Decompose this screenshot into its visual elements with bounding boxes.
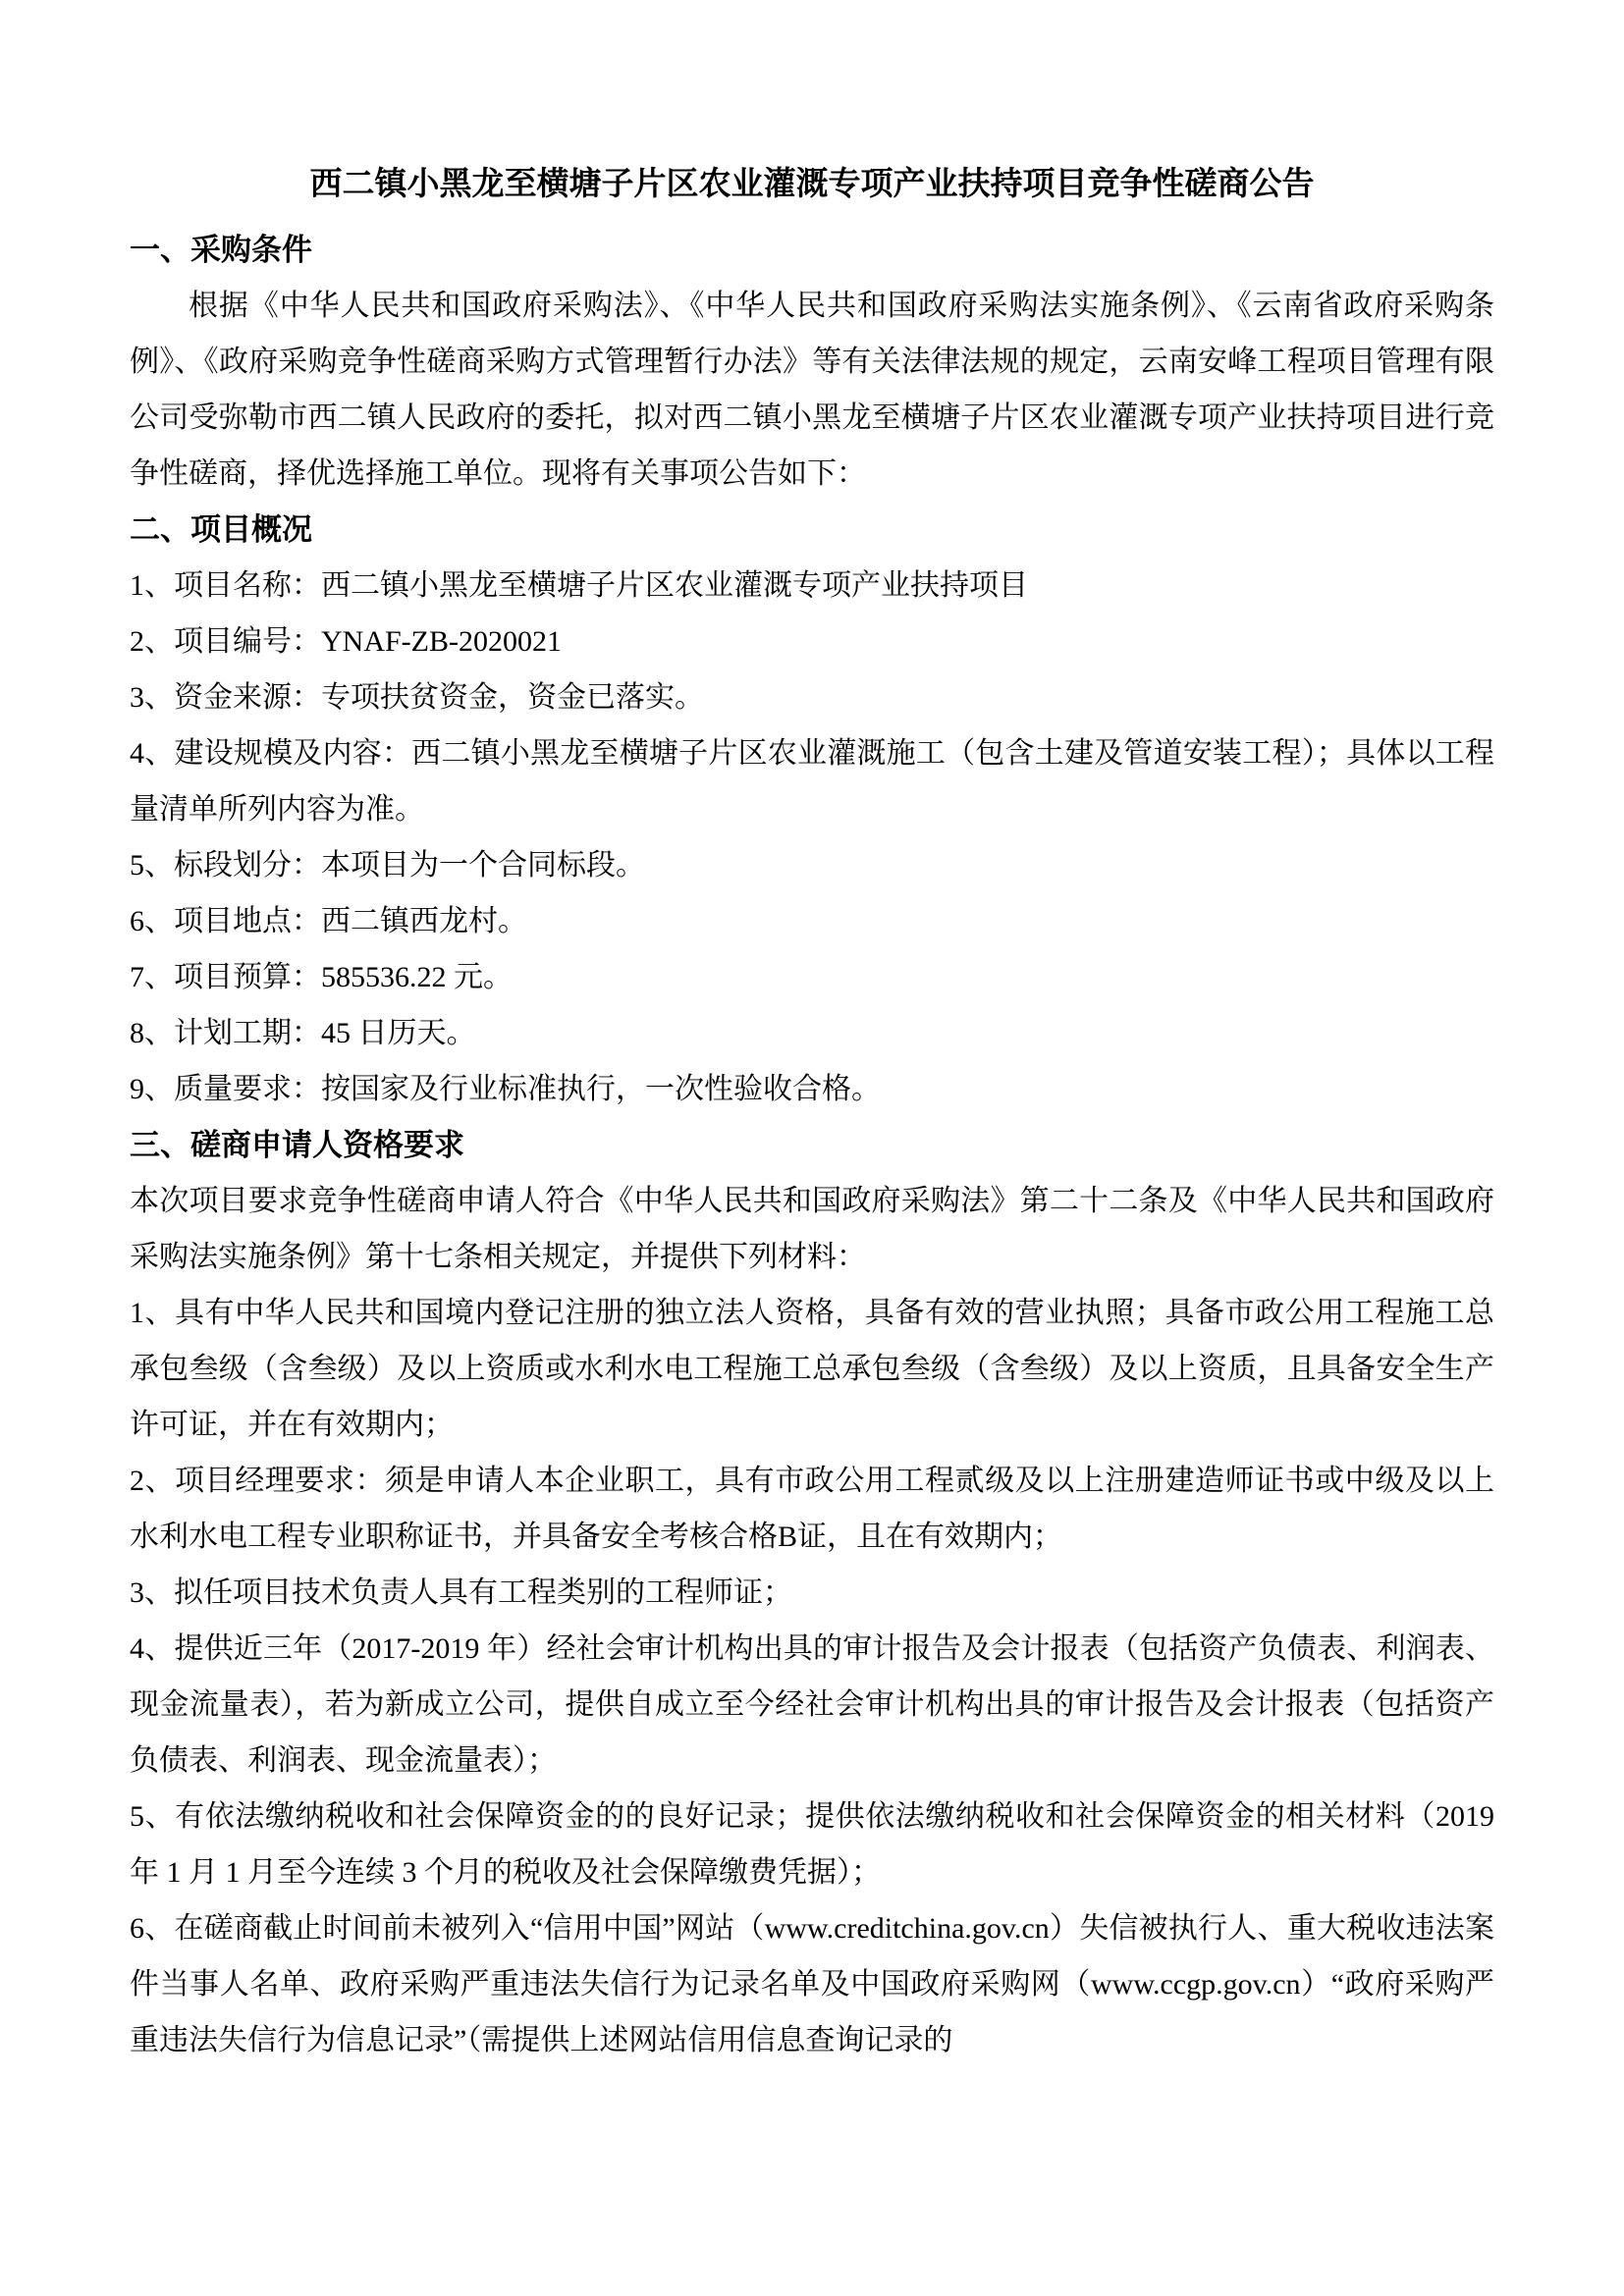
paragraph-qualification-tax-social-security: 5、有依法缴纳税收和社会保障资金的的良好记录；提供依法缴纳税收和社会保障资金的相关材料（2019 年 1 月 1 月至今连续 3 个月的税收及社会保障缴费凭据）； [130,1800,1494,1889]
paragraph-qualification-technical-lead: 3、拟任项目技术负责人具有工程类别的工程师证； [130,1576,792,1609]
paragraph-quality-requirement: 9、质量要求：按国家及行业标准执行，一次性验收合格。 [130,1073,881,1105]
paragraph-qualification-project-manager: 2、项目经理要求：须是申请人本企业职工，具有市政公用工程贰级及以上注册建造师证书或中级及以上水利水电工程专业职称证书，并具备安全考核合格B证，且在有效期内； [130,1465,1494,1553]
paragraph-project-location: 6、项目地点：西二镇西龙村。 [130,905,527,937]
paragraph-planned-duration: 8、计划工期：45 日历天。 [130,1017,476,1049]
paragraph-project-name: 1、项目名称：西二镇小黑龙至横塘子片区农业灌溉专项产业扶持项目 [130,569,1028,602]
section-heading-procurement-conditions: 一、采购条件 [130,233,312,267]
paragraph-scale-and-content: 4、建设规模及内容：西二镇小黑龙至横塘子片区农业灌溉施工（包含土建及管道安装工程）；具体以工程量清单所列内容为准。 [130,737,1494,826]
paragraph-funding-source: 3、资金来源：专项扶贫资金，资金已落实。 [130,681,704,714]
paragraph-procurement-basis: 根据《中华人民共和国政府采购法》、《中华人民共和国政府采购法实施条例》、《云南省政府采购条例》、《政府采购竞争性磋商采购方式管理暂行办法》等有关法律法规的规定，云南安峰工程项目管理有限公司受弥勒市西二镇人民政府的委托，拟对西二镇小黑龙至横塘子片区农业灌溉专项产业扶持项目进行竞争性磋商，择优选择施工单位。现将有关事项公告如下： [130,290,1494,490]
paragraph-qualification-legal-entity: 1、具有中华人民共和国境内登记注册的独立法人资格，具备有效的营业执照；具备市政公用工程施工总承包叁级（含叁级）及以上资质或水利水电工程施工总承包叁级（含叁级）及以上资质，且具备安全生产许可证，并在有效期内； [130,1297,1494,1441]
paragraph-bid-sections: 5、标段划分：本项目为一个合同标段。 [130,849,645,881]
paragraph-qualification-audit-reports: 4、提供近三年（2017-2019 年）经社会审计机构出具的审计报告及会计报表（包括资产负债表、利润表、现金流量表），若为新成立公司，提供自成立至今经社会审计机构出具的审计报告及会计报表（包括资产负债表、利润表、现金流量表）； [130,1632,1494,1777]
paragraph-project-budget: 7、项目预算：585536.22 元。 [130,961,513,993]
section-heading-applicant-qualifications: 三、磋商申请人资格要求 [130,1128,464,1162]
paragraph-qualification-credit-records: 6、在磋商截止时间前未被列入“信用中国”网站（www.creditchina.gov.cn）失信被执行人、重大税收违法案件当事人名单、政府采购严重违法失信行为记录名单及中国政府采购网（www.ccgp.gov.cn）“政府采购严重违法失信行为信息记录”（需提供上述网站信用信息查询记录的 [130,1912,1494,2056]
paragraph-project-number: 2、项目编号：YNAF-ZB-2020021 [130,625,562,658]
document-title: 西二镇小黑龙至横塘子片区农业灌溉专项产业扶持项目竞争性磋商公告 [309,167,1315,202]
paragraph-qualification-intro: 本次项目要求竞争性磋商申请人符合《中华人民共和国政府采购法》第二十二条及《中华人民共和国政府采购法实施条例》第十七条相关规定，并提供下列材料： [130,1185,1494,1273]
section-heading-project-overview: 二、项目概况 [130,512,312,547]
